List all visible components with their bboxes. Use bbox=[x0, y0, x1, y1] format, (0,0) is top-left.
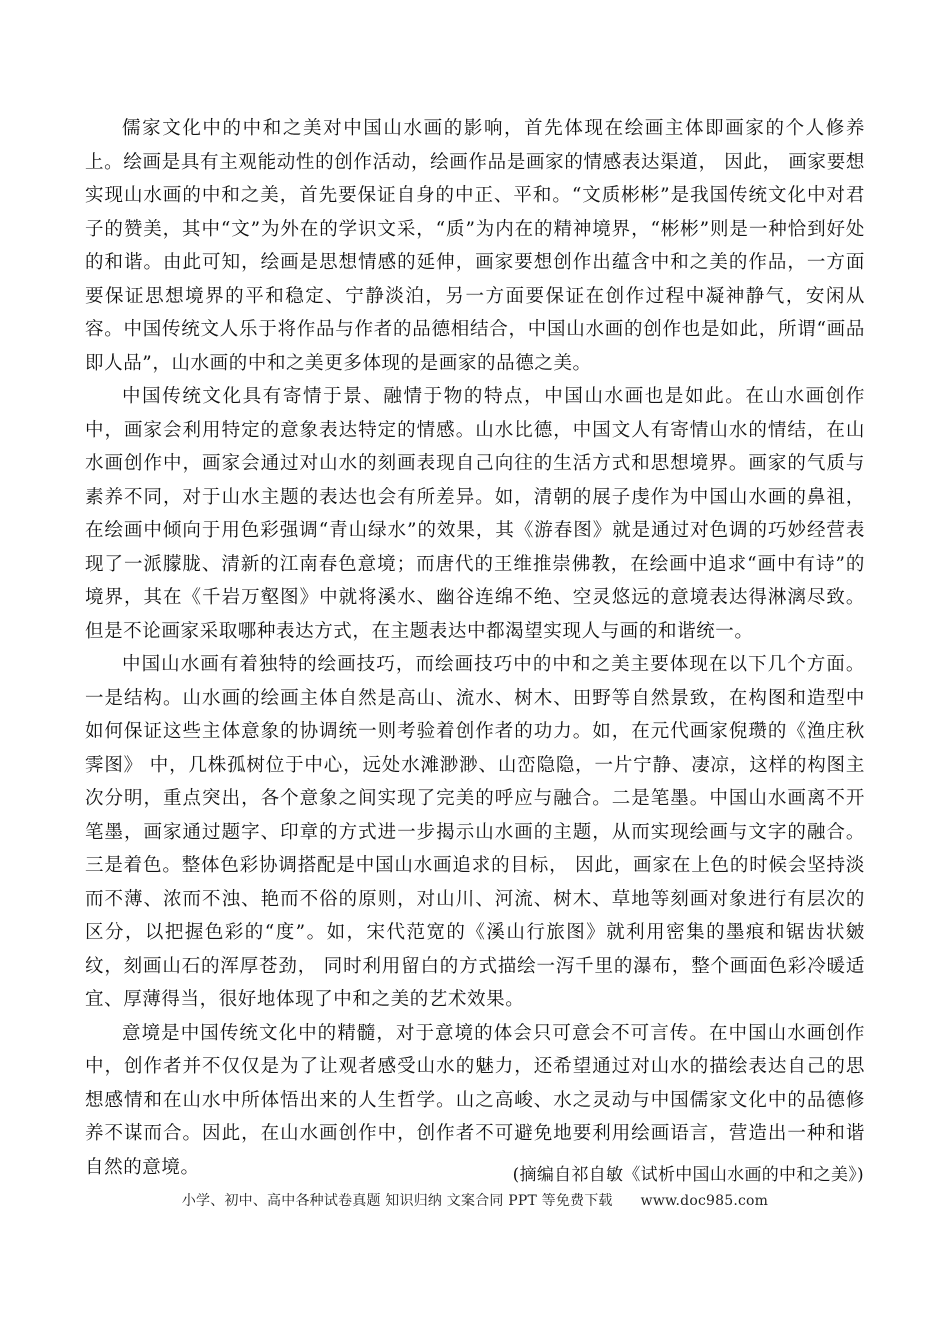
footer-url[interactable]: www.doc985.com bbox=[640, 1193, 769, 1209]
paragraph-2: 中国传统文化具有寄情于景、融情于物的特点，中国山水画也是如此。在山水画创作中，画家会利用特定的意象表达特定的情感。山水比德，中国文人有寄情山水的情结，在山水画创作中，画家会通过对山水的刻画表现自己向往的生活方式和思想境界。画家的气质与素养不同，对于山水主题的表达也会有所差异。如，清朝的展子虔作为中国山水画的鼻祖，在绘画中倾向于用色彩强调“青山绿水”的效果，其《游春图》就是通过对色调的巧妙经营表现了一派朦胧、清新的江南春色意境；而唐代的王维推崇佛教，在绘画中追求“画中有诗”的境界，其在《千岩万壑图》中就将溪水、幽谷连绵不绝、空灵悠远的意境表达得淋漓尽致。但是不论画家采取哪种表达方式，在主题表达中都渴望实现人与画的和谐统一。 bbox=[85, 386, 865, 642]
source-citation: (摘编自祁自敏《试析中国山水画的中和之美》) bbox=[512, 1165, 864, 1185]
paragraph-4: 意境是中国传统文化中的精髓，对于意境的体会只可意会不可言传。在中国山水画创作中，创作者并不仅仅是为了让观者感受山水的魅力，还希望通过对山水的描绘表达自己的思想感情和在山水中所体悟出来的人生哲学。山之高峻、水之灵动与中国儒家文化中的品德修养不谋而合。因此，在山水画创作中，创作者不可避免地要利用绘画语言，营造出一种和谐自然的意境。 bbox=[85, 1022, 865, 1178]
paragraph-1: 儒家文化中的中和之美对中国山水画的影响，首先体现在绘画主体即画家的个人修养上。绘画是具有主观能动性的创作活动，绘画作品是画家的情感表达渠道， 因此， 画家要想实现山水画的中和之美，首先要保证自身的中正、平和。“文质彬彬”是我国传统文化中对君子的赞美，其中“文”为外在的学识文采，“质”为内在的精神境界，“彬彬”则是一种恰到好处的和谐。由此可知，绘画是思想情感的延伸，画家要想创作出蕴含中和之美的作品，一方面要保证思想境界的平和稳定、宁静淡泊，另一方面要保证在创作过程中凝神静气，安闲从容。中国传统文人乐于将作品与作者的品德相结合，中国山水画的创作也是如此，所谓“画品即人品”，山水画的中和之美更多体现的是画家的品德之美。 bbox=[85, 118, 865, 374]
paragraph-3: 中国山水画有着独特的绘画技巧，而绘画技巧中的中和之美主要体现在以下几个方面。一是结构。山水画的绘画主体自然是高山、流水、树木、田野等自然景致，在构图和造型中如何保证这些主体意象的协调统一则考验着创作者的功力。如，在元代画家倪瓒的《渔庄秋霁图》 中，几株孤树位于中心，远处水滩渺渺、山峦隐隐，一片宁静、凄凉，这样的构图主次分明，重点突出，各个意象之间实现了完美的呼应与融合。二是笔墨。中国山水画离不开笔墨，画家通过题字、印章的方式进一步揭示山水画的主题，从而实现绘画与文字的融合。三是着色。整体色彩协调搭配是中国山水画追求的目标， 因此，画家在上色的时候会坚持淡而不薄、浓而不浊、艳而不俗的原则，对山川、河流、树木、草地等刻画对象进行有层次的区分，以把握色彩的“度”。如，宋代范宽的《溪山行旅图》就利用密集的墨痕和锯齿状皴纹，刻画山石的浑厚苍劲， 同时利用留白的方式描绘一泻千里的瀑布，整个画面色彩冷暖适宜、厚薄得当，很好地体现了中和之美的艺术效果。 bbox=[85, 654, 865, 1010]
page-footer bbox=[0, 1190, 950, 1212]
footer-text: 小学、初中、高中各种试卷真题 知识归纳 文案合同 PPT 等免费下载 bbox=[181, 1193, 613, 1209]
article-body bbox=[85, 112, 865, 1184]
